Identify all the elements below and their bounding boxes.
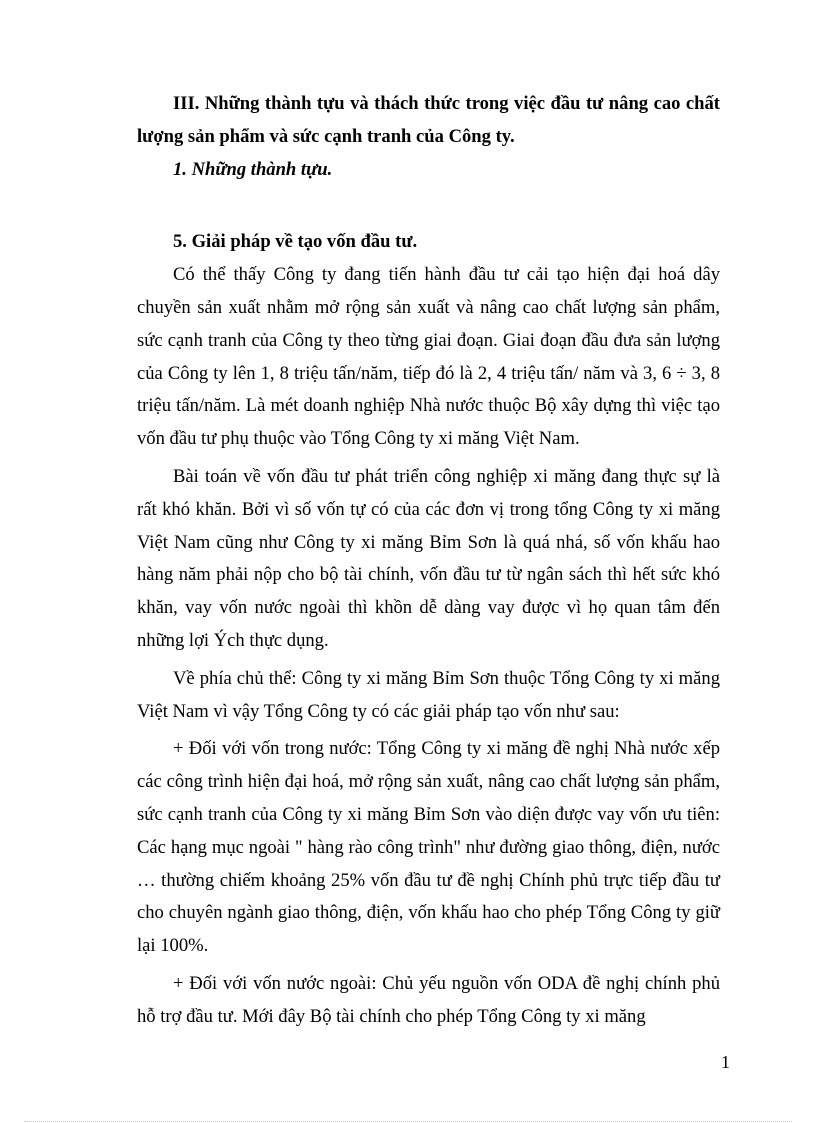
paragraph-2: Bài toán về vốn đầu tư phát triển công nghiệp xi măng đang thực sự là rất khó khăn. Bởi vì số vốn tự có của các đơn vị trong tổng Công ty xi măng Việt Nam cũng như Công ty xi măng Bỉm Sơn là quá nhá, số vốn khấu hao hàng năm phải nộp cho bộ tài chính, vốn đầu tư từ ngân sách thì hết sức khó khăn, vay vốn nước ngoài thì khồn dễ dàng vay được vì họ quan tâm đến những lợi Ých thực dụng. <box>137 465 720 651</box>
section-heading: III. Những thành tựu và thách thức trong việc đầu tư nâng cao chất lượng sản phẩm và sức cạnh tranh của Công ty. <box>137 93 720 147</box>
page-number: 1 <box>721 1052 730 1072</box>
page-bottom-divider <box>24 1121 792 1122</box>
paragraph-5: + Đối với vốn nước ngoài: Chủ yếu nguồn vốn ODA đề nghị chính phủ hỗ trợ đầu tư. Mới đây Bộ tài chính cho phép Tổng Công ty xi măng <box>137 972 720 1027</box>
subsection-heading: 1. Những thành tựu. <box>173 158 333 180</box>
section-title: 5. Giải pháp về tạo vốn đầu tư. <box>173 231 418 253</box>
paragraph-4: + Đối với vốn trong nước: Tổng Công ty xi măng đề nghị Nhà nước xếp các công trình hiện đại hoá, mở rộng sản xuất, nâng cao chất lượng sản phẩm, sức cạnh tranh của Công ty xi măng Bỉm Sơn vào diện được vay vốn ưu tiên: Các hạng mục ngoài " hàng rào công trình" như đường giao thông, điện, nước … thường chiếm khoảng 25% vốn đầu tư đề nghị Chính phủ trực tiếp đầu tư cho chuyên ngành giao thông, điện, vốn khấu hao cho phép Tổng Công ty giữ lại 100%. <box>137 738 720 957</box>
blank-line <box>137 186 720 226</box>
document-body <box>137 88 720 1039</box>
paragraph-3: Về phía chủ thể: Công ty xi măng Bỉm Sơn thuộc Tổng Công ty xi măng Việt Nam vì vậy Tổng Công ty có các giải pháp tạo vốn như sau: <box>137 667 720 722</box>
paragraph-1: Có thể thấy Công ty đang tiến hành đầu tư cải tạo hiện đại hoá dây chuyền sản xuất nhằm mở rộng sản xuất và nâng cao chất lượng sản phẩm, sức cạnh tranh của Công ty theo từng giai đoạn. Giai đoạn đầu đưa sản lượng của Công ty lên 1, 8 triệu tấn/năm, tiếp đó là 2, 4 triệu tấn/ năm và 3, 6 ÷ 3, 8 triệu tấn/năm. Là mét doanh nghiệp Nhà nước thuộc Bộ xây dựng thì việc tạo vốn đầu tư phụ thuộc vào Tổng Công ty xi măng Việt Nam. <box>137 264 720 450</box>
